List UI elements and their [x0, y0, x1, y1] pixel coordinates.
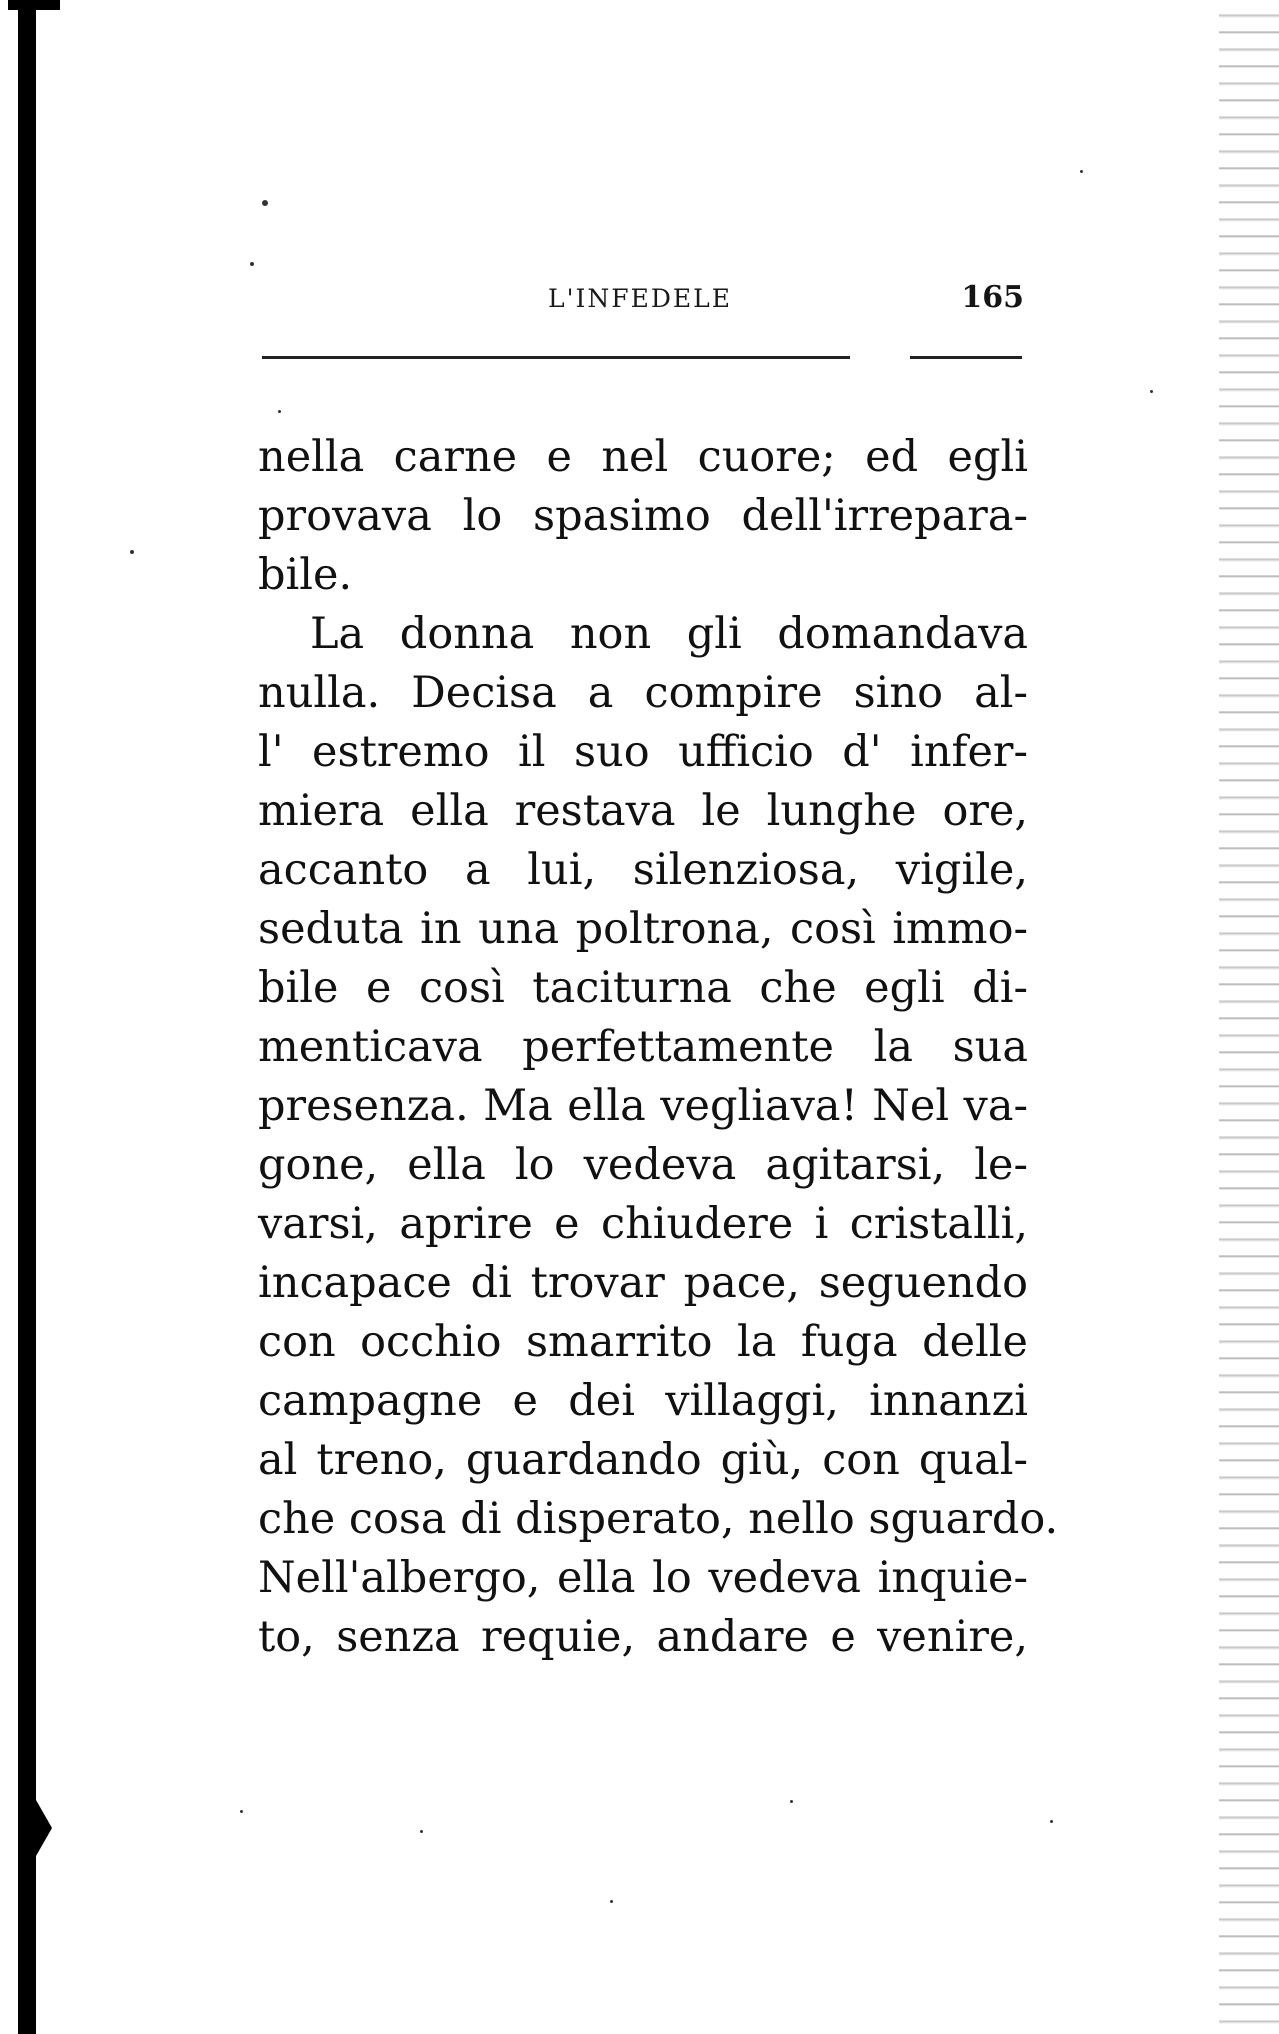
text-line: seduta in una poltrona, così immo-	[258, 904, 1028, 954]
text-line: Nell'albergo, ella lo vedeva inquie-	[258, 1553, 1028, 1603]
text-line: bile e così taciturna che egli di-	[258, 963, 1028, 1013]
paper-speck	[610, 1900, 613, 1903]
header-rule-right	[910, 356, 1022, 359]
binding-notch	[36, 1800, 52, 1856]
text-line: accanto a lui, silenziosa, vigile,	[258, 845, 1028, 895]
paper-speck	[130, 550, 134, 554]
text-line: gone, ella lo vedeva agitarsi, le-	[258, 1140, 1028, 1190]
text-line: nella carne e nel cuore; ed egli	[258, 432, 1028, 482]
text-line: La donna non gli domandava	[310, 609, 1028, 659]
paper-speck	[250, 262, 254, 266]
text-line: al treno, guardando giù, con qual-	[258, 1435, 1028, 1485]
page-edge-texture	[1219, 0, 1279, 2034]
header-rule-left	[262, 356, 850, 359]
paper-speck	[420, 1830, 423, 1833]
paper-speck	[278, 410, 281, 413]
paper-speck	[1050, 1820, 1053, 1823]
paper-speck	[790, 1800, 793, 1803]
text-line: presenza. Ma ella vegliava! Nel va-	[258, 1081, 1028, 1131]
paper-speck	[1080, 170, 1083, 173]
running-title: L'INFEDELE	[548, 284, 732, 313]
text-line: menticava perfettamente la sua	[258, 1022, 1028, 1072]
running-head	[258, 280, 1028, 324]
binding-shadow	[18, 0, 36, 2034]
text-line: incapace di trovar pace, seguendo	[258, 1258, 1028, 1308]
paper-speck	[240, 1810, 243, 1813]
page-number: 165	[961, 280, 1024, 315]
text-line: campagne e dei villaggi, innanzi	[258, 1376, 1028, 1426]
paper-speck	[1150, 390, 1153, 393]
text-line: to, senza requie, andare e venire,	[258, 1612, 1028, 1662]
text-line: che cosa di disperato, nello sguardo.	[258, 1494, 1059, 1544]
body-text	[258, 428, 1059, 1667]
text-line: con occhio smarrito la fuga delle	[258, 1317, 1028, 1367]
text-line: provava lo spasimo dell'irrepara-	[258, 491, 1028, 541]
text-line: bile.	[258, 550, 353, 600]
paper-speck	[262, 200, 268, 206]
text-line: l' estremo il suo ufficio d' infer-	[258, 727, 1028, 777]
text-line: nulla. Decisa a compire sino al-	[258, 668, 1028, 718]
text-line: miera ella restava le lunghe ore,	[258, 786, 1028, 836]
text-line: varsi, aprire e chiudere i cristalli,	[258, 1199, 1028, 1249]
